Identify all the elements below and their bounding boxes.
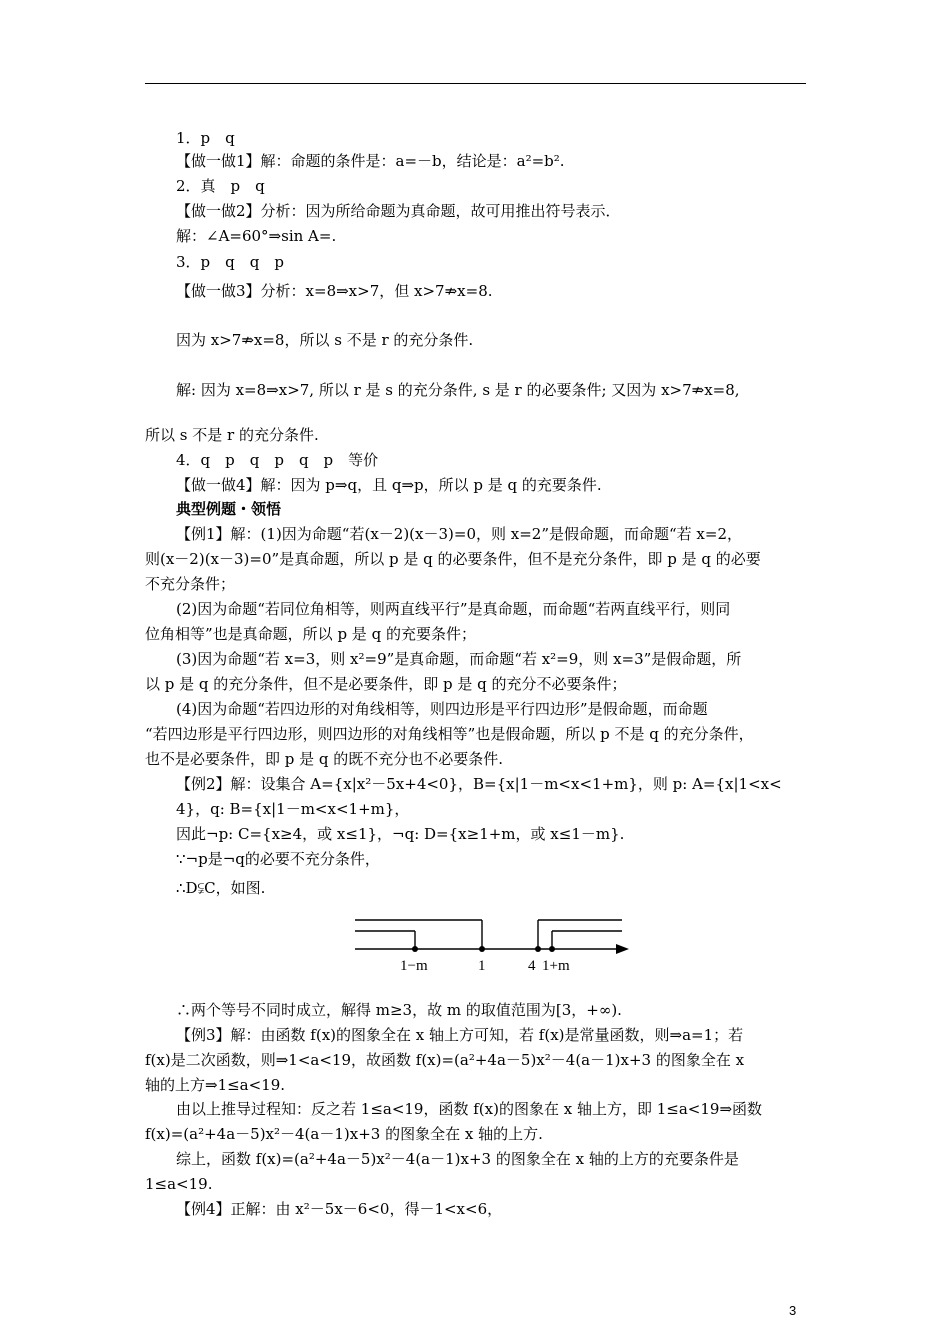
text-line: 3．p q q p xyxy=(176,253,284,271)
point-4 xyxy=(535,946,541,952)
point-1 xyxy=(479,946,485,952)
text-line: 2．真 p q xyxy=(176,177,265,195)
number-line-figure xyxy=(350,912,640,974)
axis-arrow-icon xyxy=(616,944,629,954)
text-line: ∴两个等号不同时成立，解得 m≥3，故 m 的取值范围为[3，+∞). xyxy=(176,1001,622,1019)
label-1: 1 xyxy=(478,958,486,974)
text-line: (3)因为命题“若 x=3，则 x²=9”是真命题，而命题“若 x²=9，则 x=3”是假命题，所 xyxy=(176,650,742,668)
text-line: 解: 因为 x=8⇒x>7, 所以 r 是 s 的充分条件, s 是 r 的必要条件; 又因为 x>7⇏x=8, xyxy=(176,381,740,399)
text-line: 1．p q xyxy=(176,129,235,147)
text-line: 也不是必要条件，即 p 是 q 的既不充分也不必要条件. xyxy=(145,750,504,768)
text-line: f(x)=(a²+4a－5)x²－4(a－1)x+3 的图象全在 x 轴的上方. xyxy=(145,1125,543,1143)
text-line: “若四边形是平行四边形，则四边形的对角线相等”也是假命题，所以 p 不是 q 的充分条件， xyxy=(145,725,754,743)
text-line: ∵¬p是¬q的必要不充分条件， xyxy=(176,850,380,868)
text-line: 【例4】正解：由 x²－5x－6<0，得－1<x<6， xyxy=(176,1200,503,1218)
label-1-minus-m: 1−m xyxy=(400,958,428,974)
text-line: f(x)是二次函数，则⇒1<a<19，故函数 f(x)=(a²+4a－5)x²－4(a－1)x+3 的图象全在 x xyxy=(145,1051,745,1069)
text-line: 轴的上方⇒1≤a<19. xyxy=(145,1076,286,1094)
text-line: 4．q p q p q p 等价 xyxy=(176,451,379,469)
text-line: 【做一做1】解：命题的条件是：a=－b，结论是：a²=b². xyxy=(176,152,565,170)
text-line: 综上，函数 f(x)=(a²+4a－5)x²－4(a－1)x+3 的图象全在 x 轴的上方的充要条件是 xyxy=(176,1150,739,1168)
text-line: 解：∠A=60°⇒sin A=. xyxy=(176,227,337,245)
text-line: ∴D⫋C，如图. xyxy=(176,879,266,897)
text-line: 【例1】解：(1)因为命题“若(x－2)(x－3)=0，则 x=2”是假命题，而命题“若 x=2， xyxy=(176,525,743,543)
text-line: 4}，q: B={x|1－m<x<1+m}， xyxy=(176,800,410,818)
label-1-plus-m: 1+m xyxy=(542,958,570,974)
text-line: 1≤a<19. xyxy=(145,1175,213,1193)
text-line: 【做一做4】解：因为 p⇒q，且 q⇒p，所以 p 是 q 的充要条件. xyxy=(176,476,602,494)
text-line: 因为 x>7⇏x=8，所以 s 不是 r 的充分条件. xyxy=(176,331,474,349)
text-line: 位角相等”也是真命题，所以 p 是 q 的充要条件； xyxy=(145,625,476,643)
point-1-plus-m xyxy=(549,946,555,952)
section-heading: 典型例题・领悟 xyxy=(176,500,282,518)
point-1-minus-m xyxy=(412,946,418,952)
page-number: 3 xyxy=(789,1303,797,1318)
label-4: 4 xyxy=(528,958,536,974)
text-line: (4)因为命题“若四边形的对角线相等，则四边形是平行四边形”是假命题，而命题 xyxy=(176,700,708,718)
text-line: 由以上推导过程知：反之若 1≤a<19，函数 f(x)的图象在 x 轴上方，即 1≤a<19⇒函数 xyxy=(176,1100,763,1118)
header-rule xyxy=(145,83,806,84)
text-line: 【例3】解：由函数 f(x)的图象全在 x 轴上方可知，若 f(x)是常量函数，则⇒a=1；若 xyxy=(176,1026,744,1044)
text-line: 以 p 是 q 的充分条件，但不是必要条件，即 p 是 q 的充分不必要条件； xyxy=(145,675,627,693)
text-line: 【做一做2】分析：因为所给命题为真命题，故可用推出符号表示． xyxy=(176,202,621,220)
text-line: 因此¬p: C={x≥4，或 x≤1}，¬q: D={x≥1+m，或 x≤1－m}. xyxy=(176,825,625,843)
text-line: 【做一做3】分析：x=8⇒x>7，但 x>7⇏x=8. xyxy=(176,282,493,300)
text-line: (2)因为命题“若同位角相等，则两直线平行”是真命题，而命题“若两直线平行，则同 xyxy=(176,600,731,618)
text-line: 不充分条件； xyxy=(145,575,236,593)
text-line: 则(x－2)(x－3)=0”是真命题，所以 p 是 q 的必要条件，但不是充分条件，即 p 是 q 的必要 xyxy=(145,550,761,568)
text-line: 【例2】解：设集合 A={x|x²－5x+4<0}，B={x|1－m<x<1+m}，则 p: A={x|1<x< xyxy=(176,775,782,793)
text-line: 所以 s 不是 r 的充分条件. xyxy=(145,426,319,444)
